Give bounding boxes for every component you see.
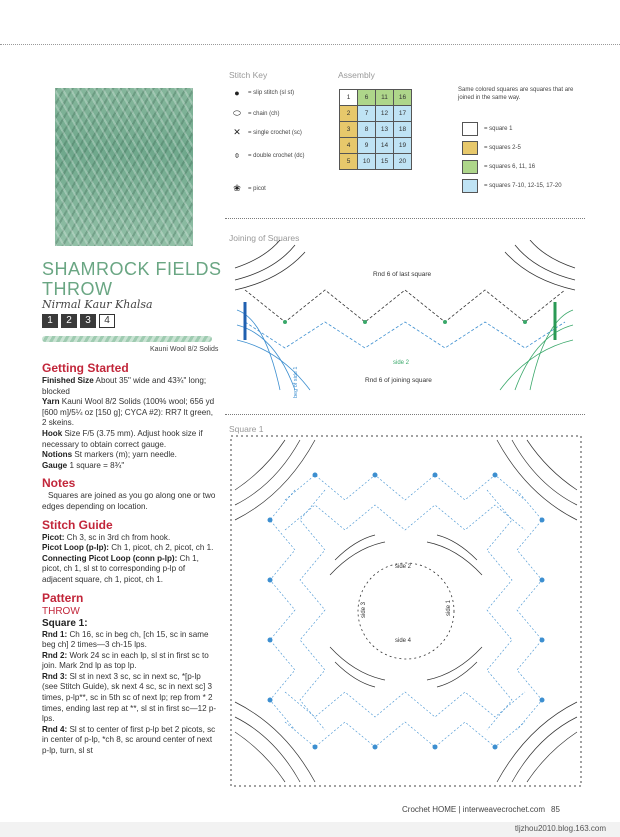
double-crochet-icon: ⌽ <box>234 150 240 160</box>
assembly-cell: 11 <box>376 90 394 106</box>
assembly-cell: 20 <box>394 154 412 170</box>
legend-swatch <box>462 179 478 193</box>
top-dotted-rule <box>0 44 620 45</box>
joining-left-fan <box>235 240 305 290</box>
legend-swatch <box>462 141 478 155</box>
assembly-cell: 10 <box>358 154 376 170</box>
designer-name: Nirmal Kaur Khalsa <box>42 298 153 311</box>
assembly-note: Same colored squares are squares that are joined in the same way. <box>458 87 574 101</box>
square1-outer-border <box>231 436 581 786</box>
assembly-row <box>340 138 412 154</box>
square1-center-ring <box>358 563 454 659</box>
assembly-cell: 8 <box>358 122 376 138</box>
divider <box>225 218 585 219</box>
pattern-title: SHAMROCK FIELDS THROW <box>42 259 222 299</box>
stitch-key-heading: Stitch Key <box>229 70 268 80</box>
joining-zigzag-top <box>245 290 565 322</box>
assembly-cell: 18 <box>394 122 412 138</box>
assembly-cell: 19 <box>394 138 412 154</box>
joining-right-fan-green <box>500 310 573 390</box>
assembly-cell: 6 <box>358 90 376 106</box>
assembly-row <box>340 106 412 122</box>
key-double-crochet: ⌽ = double crochet (dc) <box>230 150 305 161</box>
joining-rnd-joining-label: Rnd 6 of joining square <box>365 377 432 384</box>
square1-corner-fans <box>235 440 577 782</box>
square1-side3-label: side 3 <box>361 601 367 618</box>
assembly-row <box>340 122 412 138</box>
yarn-caption: Kauni Wool 8/2 Solids <box>150 346 219 353</box>
assembly-cell: 9 <box>358 138 376 154</box>
assembly-cell: 2 <box>340 106 358 122</box>
joining-diagram <box>225 240 585 410</box>
joining-rnd-last-label: Rnd 6 of last square <box>373 271 432 278</box>
skill-level-1: 1 <box>42 314 58 328</box>
watermark-text: tljzhou2010.blog.163.com <box>514 824 606 833</box>
square1-heading: Square 1 <box>229 424 264 434</box>
instructions-column: Getting Started Finished Size About 35" wide and 43¾" long; blocked Yarn Kauni Wool 8/2 Solids (100% wool; 656 yd [600 m]/5¼ oz [150 g]; CYCA #2): RR7 lt green, 2 skeins. Hook Size F/5 (3.75 mm). Adjust hook size if necessary to obtain correct gauge. Notions St markers (m); yarn needle. Gauge 1 square = 8¾" Notes Squares are joined as you go along one or two edges depending on location. Stitch Guide Picot: Ch 3, sc in 3rd ch from hook. Picot Loop (p-lp): Ch 1, picot, ch 2, picot, ch 1. Connecting Picot Loop (conn p-lp): Ch 1, picot, ch 1, sl st to corresponding p-lp of adjacent square, ch 1, picot, ch 1. Pattern THROW Square 1: Rnd 1: Ch 16, sc in beg ch, [ch 15, sc in same beg ch] 2 times—3 ch-15 lps. Rnd 2: Work 24 sc in each lp, sl st in first sc to join. Mark 2nd lp as top lp. Rnd 3: Sl st in next 3 sc, sc in next sc, *[p-lp (see Stitch Guide), sk next 4 sc, sc in next sc] 3 times, p-lp**, sc in 5th sc of next lp; rep from * 2 times, ending last rep at **, sl st in first sc—12 p-lps. Rnd 4: Sl st to center of first p-lp bet 2 picots, sc in center of p-lp, *ch 8, sc around center of next p-lp, turn, sl st <box>42 361 217 756</box>
key-single-crochet: ✕ = single crochet (sc) <box>230 127 302 138</box>
square1-side2-label: side 2 <box>395 564 412 570</box>
square-heading: Square 1: <box>42 617 88 629</box>
square1-diagram <box>225 430 587 792</box>
notes-heading: Notes <box>42 476 76 491</box>
joining-beg-side-label: beg of side 1 <box>293 366 299 398</box>
joining-side2-label: side 2 <box>393 360 410 366</box>
assembly-cell: 7 <box>358 106 376 122</box>
legend-square-1: = square 1 <box>462 122 513 136</box>
assembly-grid <box>339 89 412 170</box>
pattern-subheading: THROW <box>42 605 80 617</box>
assembly-cell: 5 <box>340 154 358 170</box>
assembly-cell: 4 <box>340 138 358 154</box>
yarn-strand-image <box>42 336 212 342</box>
assembly-cell: 13 <box>376 122 394 138</box>
assembly-cell: 14 <box>376 138 394 154</box>
square1-mesh <box>270 475 542 747</box>
throw-photo <box>55 88 193 246</box>
joining-right-fan <box>505 240 575 290</box>
watermark-bar <box>0 822 620 837</box>
legend-squares-6-11-16: = squares 6, 11, 16 <box>462 160 535 174</box>
assembly-row <box>340 154 412 170</box>
skill-level-4: 4 <box>99 314 115 328</box>
skill-levels <box>42 314 115 328</box>
footer-magazine: Crochet HOME | interweavecrochet.com <box>402 805 546 814</box>
getting-started-heading: Getting Started <box>42 361 129 375</box>
square1-side4-label: side 4 <box>395 638 412 644</box>
notes-text: Squares are joined as you go along one or two edges depending on location. <box>42 491 216 511</box>
assembly-cell: 12 <box>376 106 394 122</box>
assembly-cell: 1 <box>340 90 358 106</box>
stitch-guide-heading: Stitch Guide <box>42 517 113 532</box>
filled-oval-icon: ● <box>234 88 240 98</box>
page-footer <box>402 805 560 814</box>
joining-zigzag-bottom <box>245 322 565 348</box>
skill-level-3: 3 <box>80 314 96 328</box>
legend-swatch <box>462 122 478 136</box>
x-mark-icon: ✕ <box>233 127 241 137</box>
picot-icon: ❀ <box>233 183 241 193</box>
assembly-cell: 15 <box>376 154 394 170</box>
assembly-row <box>340 90 412 106</box>
key-chain: ⬭ = chain (ch) <box>230 108 280 119</box>
joining-heading: Joining of Squares <box>229 233 300 243</box>
legend-squares-2-5: = squares 2-5 <box>462 141 521 155</box>
square1-picot-dots <box>268 473 545 750</box>
page-number: 85 <box>551 805 560 814</box>
square1-side1-label: side 1 <box>446 599 452 616</box>
key-picot: ❀ = picot <box>230 183 266 194</box>
skill-level-2: 2 <box>61 314 77 328</box>
assembly-cell: 16 <box>394 90 412 106</box>
divider <box>225 414 585 415</box>
pattern-heading: Pattern <box>42 590 84 605</box>
open-oval-icon: ⬭ <box>233 108 241 118</box>
square1-inner-fans <box>330 535 482 687</box>
assembly-cell: 17 <box>394 106 412 122</box>
assembly-heading: Assembly <box>338 70 375 80</box>
key-slip-stitch: ● = slip stitch (sl st) <box>230 88 294 98</box>
legend-swatch <box>462 160 478 174</box>
assembly-cell: 3 <box>340 122 358 138</box>
legend-squares-7-20: = squares 7-10, 12-15, 17-20 <box>462 179 562 193</box>
joining-left-fan-blue <box>237 310 310 390</box>
